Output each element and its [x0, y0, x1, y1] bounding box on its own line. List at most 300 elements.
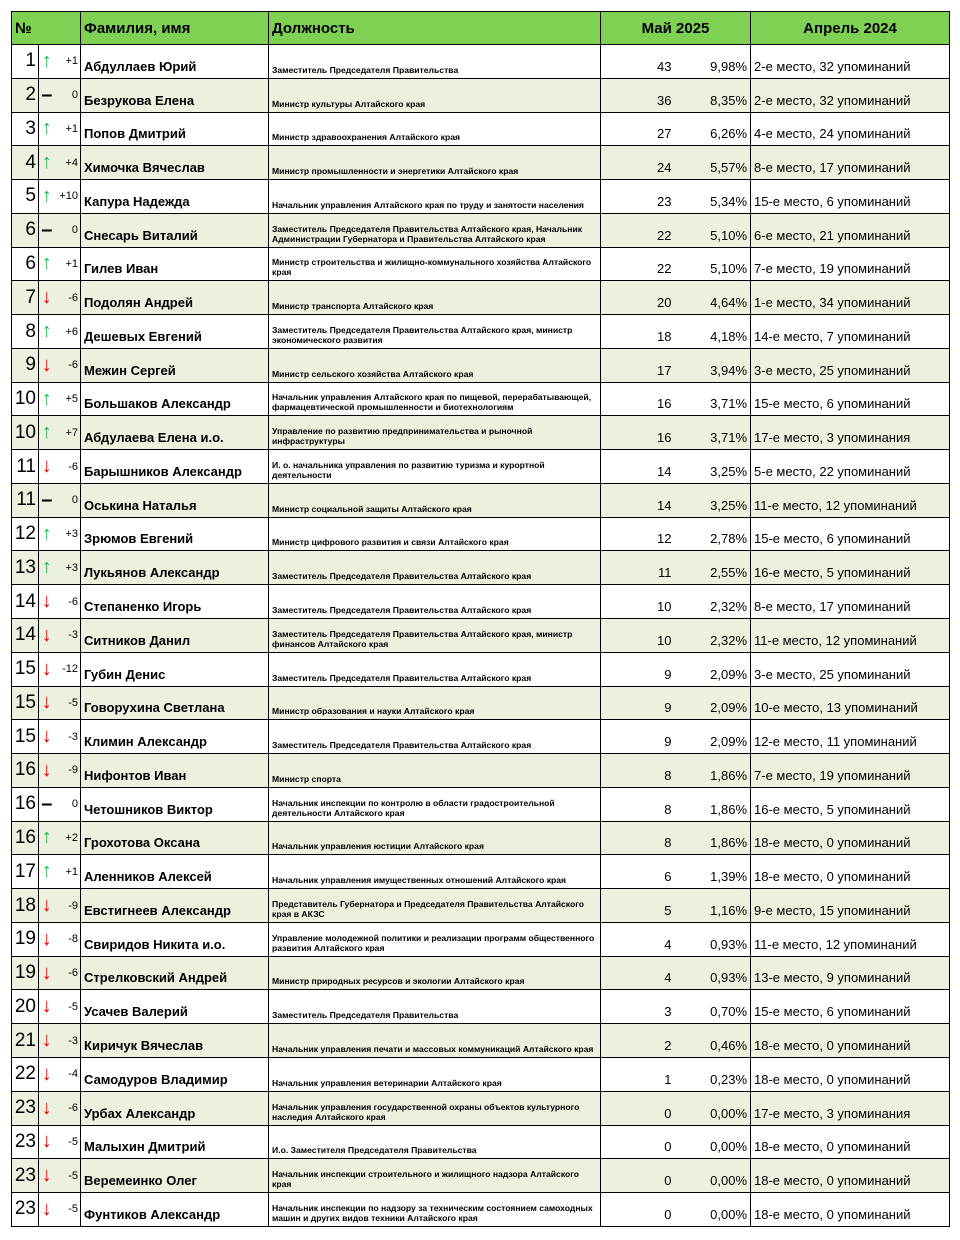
rank-change: -3 — [55, 1024, 81, 1058]
person-name: Веремеинко Олег — [81, 1159, 269, 1193]
rank-cell: 10 — [12, 416, 39, 450]
mentions-count: 4 — [601, 956, 675, 990]
mentions-count: 6 — [601, 855, 675, 889]
table-row — [12, 45, 950, 79]
rank-cell: 4 — [12, 146, 39, 180]
position-cell: Начальник управления ветеринарии Алтайского края — [269, 1057, 601, 1091]
table-row — [12, 146, 950, 180]
table-row — [12, 78, 950, 112]
position-cell: И. о. начальника управления по развитию туризма и курортной деятельности — [269, 450, 601, 484]
person-name: Подолян Андрей — [81, 281, 269, 315]
rank-change: +6 — [55, 315, 81, 349]
mentions-percent: 0,23% — [675, 1057, 751, 1091]
rank-change: +10 — [55, 180, 81, 214]
mentions-count: 0 — [601, 1159, 675, 1193]
mentions-count: 12 — [601, 517, 675, 551]
position-cell: Заместитель Председателя Правительства Алтайского края, министр экономического развития — [269, 315, 601, 349]
position-cell: Министр строительства и жилищно-коммунального хозяйства Алтайского края — [269, 247, 601, 281]
position-cell: Министр спорта — [269, 754, 601, 788]
person-name: Большаков Александр — [81, 382, 269, 416]
position-cell: Министр здравоохранения Алтайского края — [269, 112, 601, 146]
person-name: Гилев Иван — [81, 247, 269, 281]
previous-rank: 13-е место, 9 упоминаний — [751, 956, 950, 990]
mentions-percent: 0,70% — [675, 990, 751, 1024]
table-row — [12, 517, 950, 551]
mentions-count: 16 — [601, 416, 675, 450]
arrow-down-icon: ↓ — [39, 1091, 55, 1125]
table-row — [12, 551, 950, 585]
previous-rank: 7-е место, 19 упоминаний — [751, 247, 950, 281]
mentions-count: 20 — [601, 281, 675, 315]
previous-rank: 15-е место, 6 упоминаний — [751, 990, 950, 1024]
rank-change: +2 — [55, 821, 81, 855]
mentions-percent: 1,16% — [675, 889, 751, 923]
position-cell: Министр сельского хозяйства Алтайского края — [269, 348, 601, 382]
previous-rank: 3-е место, 25 упоминаний — [751, 652, 950, 686]
previous-rank: 10-е место, 13 упоминаний — [751, 686, 950, 720]
position-cell: Заместитель Председателя Правительства Алтайского края — [269, 585, 601, 619]
previous-rank: 12-е место, 11 упоминаний — [751, 720, 950, 754]
mentions-count: 23 — [601, 180, 675, 214]
mentions-count: 8 — [601, 754, 675, 788]
position-cell: Управление молодежной политики и реализации программ общественного развития Алтайского края — [269, 922, 601, 956]
mentions-percent: 1,86% — [675, 821, 751, 855]
position-cell: Министр образования и науки Алтайского края — [269, 686, 601, 720]
rank-change: -5 — [55, 1159, 81, 1193]
person-name: Дешевых Евгений — [81, 315, 269, 349]
rank-cell: 11 — [12, 483, 39, 517]
previous-rank: 3-е место, 25 упоминаний — [751, 348, 950, 382]
header-name: Фамилия, имя — [81, 12, 269, 45]
mentions-count: 3 — [601, 990, 675, 1024]
rank-change: 0 — [55, 78, 81, 112]
previous-rank: 11-е место, 12 упоминаний — [751, 619, 950, 653]
person-name: Капура Надежда — [81, 180, 269, 214]
person-name: Губин Денис — [81, 652, 269, 686]
rank-change: -5 — [55, 1125, 81, 1159]
rank-change: -6 — [55, 281, 81, 315]
arrow-down-icon: ↓ — [39, 1159, 55, 1193]
mentions-count: 11 — [601, 551, 675, 585]
mentions-count: 9 — [601, 720, 675, 754]
table-row — [12, 585, 950, 619]
person-name: Лукьянов Александр — [81, 551, 269, 585]
arrow-up-icon: ↑ — [39, 821, 55, 855]
rank-change: -6 — [55, 956, 81, 990]
rank-cell: 13 — [12, 551, 39, 585]
mentions-count: 0 — [601, 1091, 675, 1125]
rank-change: +1 — [55, 247, 81, 281]
arrow-down-icon: ↓ — [39, 889, 55, 923]
header-num: № — [12, 12, 81, 45]
arrow-up-icon: ↑ — [39, 180, 55, 214]
previous-rank: 2-е место, 32 упоминаний — [751, 45, 950, 79]
previous-rank: 15-е место, 6 упоминаний — [751, 180, 950, 214]
table-row — [12, 213, 950, 247]
rank-change: -8 — [55, 922, 81, 956]
table-row — [12, 787, 950, 821]
mentions-count: 8 — [601, 821, 675, 855]
position-cell: Начальник управления государственной охраны объектов культурного наследия Алтайского края — [269, 1091, 601, 1125]
mentions-percent: 0,93% — [675, 922, 751, 956]
previous-rank: 16-е место, 5 упоминаний — [751, 787, 950, 821]
mentions-percent: 5,34% — [675, 180, 751, 214]
previous-rank: 18-е место, 0 упоминаний — [751, 1125, 950, 1159]
mentions-count: 27 — [601, 112, 675, 146]
arrow-down-icon: ↓ — [39, 450, 55, 484]
mentions-percent: 3,25% — [675, 483, 751, 517]
person-name: Межин Сергей — [81, 348, 269, 382]
previous-rank: 4-е место, 24 упоминаний — [751, 112, 950, 146]
rank-cell: 14 — [12, 585, 39, 619]
previous-rank: 5-е место, 22 упоминаний — [751, 450, 950, 484]
rank-cell: 16 — [12, 754, 39, 788]
rank-cell: 6 — [12, 247, 39, 281]
mentions-count: 8 — [601, 787, 675, 821]
mentions-count: 10 — [601, 585, 675, 619]
table-row — [12, 1057, 950, 1091]
position-cell: Начальник инспекции строительного и жилищного надзора Алтайского края — [269, 1159, 601, 1193]
previous-rank: 14-е место, 7 упоминаний — [751, 315, 950, 349]
rank-cell: 9 — [12, 348, 39, 382]
rank-change: -6 — [55, 1091, 81, 1125]
table-row — [12, 754, 950, 788]
rank-change: +1 — [55, 45, 81, 79]
table-row — [12, 382, 950, 416]
arrow-up-icon: ↑ — [39, 146, 55, 180]
mentions-count: 2 — [601, 1024, 675, 1058]
mentions-count: 14 — [601, 450, 675, 484]
mentions-count: 10 — [601, 619, 675, 653]
previous-rank: 18-е место, 0 упоминаний — [751, 1024, 950, 1058]
header-previous-period: Апрель 2024 — [751, 12, 950, 45]
table-row — [12, 1125, 950, 1159]
previous-rank: 8-е место, 17 упоминаний — [751, 585, 950, 619]
mentions-count: 0 — [601, 1193, 675, 1227]
rank-cell: 8 — [12, 315, 39, 349]
position-cell: Министр промышленности и энергетики Алтайского края — [269, 146, 601, 180]
mentions-percent: 3,94% — [675, 348, 751, 382]
position-cell: Заместитель Председателя Правительства — [269, 990, 601, 1024]
mentions-count: 9 — [601, 686, 675, 720]
mentions-percent: 1,39% — [675, 855, 751, 889]
mentions-percent: 0,00% — [675, 1125, 751, 1159]
arrow-down-icon: ↓ — [39, 652, 55, 686]
arrow-down-icon: ↓ — [39, 720, 55, 754]
mentions-percent: 1,86% — [675, 754, 751, 788]
dash-icon: – — [39, 213, 55, 247]
person-name: Абдуллаев Юрий — [81, 45, 269, 79]
mentions-percent: 5,10% — [675, 213, 751, 247]
person-name: Малыхин Дмитрий — [81, 1125, 269, 1159]
previous-rank: 2-е место, 32 упоминаний — [751, 78, 950, 112]
arrow-up-icon: ↑ — [39, 315, 55, 349]
mentions-percent: 9,98% — [675, 45, 751, 79]
arrow-up-icon: ↑ — [39, 247, 55, 281]
mentions-count: 16 — [601, 382, 675, 416]
arrow-down-icon: ↓ — [39, 956, 55, 990]
rank-cell: 15 — [12, 720, 39, 754]
previous-rank: 7-е место, 19 упоминаний — [751, 754, 950, 788]
rank-change: -5 — [55, 990, 81, 1024]
person-name: Евстигнеев Александр — [81, 889, 269, 923]
person-name: Химочка Вячеслав — [81, 146, 269, 180]
previous-rank: 16-е место, 5 упоминаний — [751, 551, 950, 585]
person-name: Попов Дмитрий — [81, 112, 269, 146]
mentions-count: 1 — [601, 1057, 675, 1091]
rank-cell: 23 — [12, 1125, 39, 1159]
table-row — [12, 1159, 950, 1193]
arrow-up-icon: ↑ — [39, 416, 55, 450]
mentions-percent: 4,18% — [675, 315, 751, 349]
table-row — [12, 247, 950, 281]
previous-rank: 18-е место, 0 упоминаний — [751, 1193, 950, 1227]
previous-rank: 18-е место, 0 упоминаний — [751, 821, 950, 855]
rank-cell: 23 — [12, 1193, 39, 1227]
rank-cell: 15 — [12, 686, 39, 720]
table-row — [12, 956, 950, 990]
mentions-count: 17 — [601, 348, 675, 382]
rank-change: -9 — [55, 754, 81, 788]
person-name: Ситников Данил — [81, 619, 269, 653]
rank-cell: 16 — [12, 821, 39, 855]
dash-icon: – — [39, 78, 55, 112]
rank-change: -6 — [55, 348, 81, 382]
rank-cell: 10 — [12, 382, 39, 416]
person-name: Грохотова Оксана — [81, 821, 269, 855]
table-row — [12, 922, 950, 956]
arrow-down-icon: ↓ — [39, 348, 55, 382]
table-row — [12, 180, 950, 214]
arrow-down-icon: ↓ — [39, 1125, 55, 1159]
person-name: Оськина Наталья — [81, 483, 269, 517]
person-name: Самодуров Владимир — [81, 1057, 269, 1091]
rank-cell: 23 — [12, 1091, 39, 1125]
arrow-down-icon: ↓ — [39, 585, 55, 619]
position-cell: Начальник управления Алтайского края по труду и занятости населения — [269, 180, 601, 214]
person-name: Стрелковский Андрей — [81, 956, 269, 990]
table-row — [12, 450, 950, 484]
rank-cell: 15 — [12, 652, 39, 686]
rank-cell: 20 — [12, 990, 39, 1024]
position-cell: Министр цифрового развития и связи Алтайского края — [269, 517, 601, 551]
rank-cell: 12 — [12, 517, 39, 551]
arrow-down-icon: ↓ — [39, 1193, 55, 1227]
table-row — [12, 855, 950, 889]
arrow-up-icon: ↑ — [39, 551, 55, 585]
previous-rank: 18-е место, 0 упоминаний — [751, 855, 950, 889]
mentions-percent: 0,00% — [675, 1091, 751, 1125]
position-cell: Министр природных ресурсов и экологии Алтайского края — [269, 956, 601, 990]
previous-rank: 1-е место, 34 упоминаний — [751, 281, 950, 315]
position-cell: Министр культуры Алтайского края — [269, 78, 601, 112]
rank-change: 0 — [55, 213, 81, 247]
rank-change: +1 — [55, 112, 81, 146]
mentions-count: 9 — [601, 652, 675, 686]
mentions-percent: 0,93% — [675, 956, 751, 990]
position-cell: Начальник управления имущественных отношений Алтайского края — [269, 855, 601, 889]
mentions-percent: 0,46% — [675, 1024, 751, 1058]
table-row — [12, 315, 950, 349]
person-name: Четошников Виктор — [81, 787, 269, 821]
rank-cell: 19 — [12, 922, 39, 956]
mentions-count: 22 — [601, 247, 675, 281]
rank-cell: 17 — [12, 855, 39, 889]
position-cell: И.о. Заместителя Председателя Правительства — [269, 1125, 601, 1159]
rank-change: -5 — [55, 686, 81, 720]
person-name: Говорухина Светлана — [81, 686, 269, 720]
table-row — [12, 281, 950, 315]
rank-change: 0 — [55, 787, 81, 821]
mentions-count: 43 — [601, 45, 675, 79]
position-cell: Заместитель Председателя Правительства Алтайского края — [269, 652, 601, 686]
position-cell: Начальник управления Алтайского края по пищевой, перерабатывающей, фармацевтической промышленности и биотехнологиям — [269, 382, 601, 416]
mentions-count: 22 — [601, 213, 675, 247]
arrow-down-icon: ↓ — [39, 1024, 55, 1058]
person-name: Безрукова Елена — [81, 78, 269, 112]
mentions-count: 14 — [601, 483, 675, 517]
position-cell: Начальник инспекции по надзору за техническим состоянием самоходных машин и других видов техники Алтайского края — [269, 1193, 601, 1227]
rank-change: +4 — [55, 146, 81, 180]
mentions-percent: 0,00% — [675, 1159, 751, 1193]
table-row — [12, 483, 950, 517]
rank-change: -4 — [55, 1057, 81, 1091]
position-cell: Заместитель Председателя Правительства — [269, 45, 601, 79]
position-cell: Заместитель Председателя Правительства Алтайского края — [269, 720, 601, 754]
previous-rank: 8-е место, 17 упоминаний — [751, 146, 950, 180]
person-name: Урбах Александр — [81, 1091, 269, 1125]
dash-icon: – — [39, 483, 55, 517]
mentions-percent: 4,64% — [675, 281, 751, 315]
mentions-percent: 2,09% — [675, 652, 751, 686]
arrow-up-icon: ↑ — [39, 45, 55, 79]
rank-cell: 22 — [12, 1057, 39, 1091]
position-cell: Министр транспорта Алтайского края — [269, 281, 601, 315]
mentions-count: 18 — [601, 315, 675, 349]
rank-change: +3 — [55, 551, 81, 585]
mentions-percent: 2,09% — [675, 686, 751, 720]
rank-cell: 7 — [12, 281, 39, 315]
arrow-down-icon: ↓ — [39, 1057, 55, 1091]
previous-rank: 18-е место, 0 упоминаний — [751, 1159, 950, 1193]
rank-cell: 2 — [12, 78, 39, 112]
rank-change: -5 — [55, 1193, 81, 1227]
previous-rank: 9-е место, 15 упоминаний — [751, 889, 950, 923]
arrow-up-icon: ↑ — [39, 855, 55, 889]
previous-rank: 11-е место, 12 упоминаний — [751, 922, 950, 956]
arrow-down-icon: ↓ — [39, 619, 55, 653]
position-cell: Начальник инспекции по контролю в области градостроительной деятельности Алтайского края — [269, 787, 601, 821]
rank-change: -12 — [55, 652, 81, 686]
table-row — [12, 652, 950, 686]
person-name: Усачев Валерий — [81, 990, 269, 1024]
person-name: Зрюмов Евгений — [81, 517, 269, 551]
arrow-down-icon: ↓ — [39, 754, 55, 788]
arrow-down-icon: ↓ — [39, 922, 55, 956]
previous-rank: 6-е место, 21 упоминаний — [751, 213, 950, 247]
ranking-table — [11, 11, 950, 1227]
person-name: Степаненко Игорь — [81, 585, 269, 619]
mentions-count: 36 — [601, 78, 675, 112]
table-row — [12, 1193, 950, 1227]
position-cell: Начальник управления юстиции Алтайского края — [269, 821, 601, 855]
mentions-percent: 3,25% — [675, 450, 751, 484]
rank-cell: 6 — [12, 213, 39, 247]
header-current-period: Май 2025 — [601, 12, 751, 45]
table-row — [12, 990, 950, 1024]
table-row — [12, 821, 950, 855]
rank-change: +5 — [55, 382, 81, 416]
position-cell: Министр социальной защиты Алтайского края — [269, 483, 601, 517]
previous-rank: 18-е место, 0 упоминаний — [751, 1057, 950, 1091]
previous-rank: 15-е место, 6 упоминаний — [751, 517, 950, 551]
mentions-percent: 3,71% — [675, 382, 751, 416]
arrow-down-icon: ↓ — [39, 281, 55, 315]
person-name: Свиридов Никита и.о. — [81, 922, 269, 956]
table-row — [12, 112, 950, 146]
mentions-count: 4 — [601, 922, 675, 956]
mentions-percent: 2,55% — [675, 551, 751, 585]
person-name: Киричук Вячеслав — [81, 1024, 269, 1058]
arrow-up-icon: ↑ — [39, 112, 55, 146]
table-row — [12, 686, 950, 720]
person-name: Барышников Александр — [81, 450, 269, 484]
mentions-percent: 3,71% — [675, 416, 751, 450]
rank-cell: 11 — [12, 450, 39, 484]
previous-rank: 17-е место, 3 упоминания — [751, 416, 950, 450]
mentions-percent: 0,00% — [675, 1193, 751, 1227]
rank-change: -6 — [55, 450, 81, 484]
table-row — [12, 1091, 950, 1125]
previous-rank: 15-е место, 6 упоминаний — [751, 382, 950, 416]
dash-icon: – — [39, 787, 55, 821]
person-name: Нифонтов Иван — [81, 754, 269, 788]
person-name: Фунтиков Александр — [81, 1193, 269, 1227]
mentions-percent: 5,57% — [675, 146, 751, 180]
rank-cell: 5 — [12, 180, 39, 214]
position-cell: Заместитель Председателя Правительства Алтайского края, министр финансов Алтайского края — [269, 619, 601, 653]
position-cell: Управление по развитию предпринимательства и рыночной инфраструктуры — [269, 416, 601, 450]
rank-cell: 16 — [12, 787, 39, 821]
rank-cell: 21 — [12, 1024, 39, 1058]
previous-rank: 11-е место, 12 упоминаний — [751, 483, 950, 517]
table-row — [12, 619, 950, 653]
mentions-count: 5 — [601, 889, 675, 923]
mentions-count: 0 — [601, 1125, 675, 1159]
arrow-up-icon: ↑ — [39, 382, 55, 416]
person-name: Абдулаева Елена и.о. — [81, 416, 269, 450]
table-row — [12, 348, 950, 382]
arrow-down-icon: ↓ — [39, 686, 55, 720]
rank-cell: 3 — [12, 112, 39, 146]
person-name: Климин Александр — [81, 720, 269, 754]
mentions-percent: 6,26% — [675, 112, 751, 146]
header-row — [12, 12, 950, 45]
previous-rank: 17-е место, 3 упоминания — [751, 1091, 950, 1125]
table-row — [12, 416, 950, 450]
rank-cell: 1 — [12, 45, 39, 79]
rank-cell: 23 — [12, 1159, 39, 1193]
position-cell: Заместитель Председателя Правительства Алтайского края, Начальник Администрации Губернатора и Правительства Алтайского края — [269, 213, 601, 247]
rank-change: +7 — [55, 416, 81, 450]
rank-change: -3 — [55, 619, 81, 653]
mentions-percent: 8,35% — [675, 78, 751, 112]
rank-change: -6 — [55, 585, 81, 619]
mentions-percent: 5,10% — [675, 247, 751, 281]
mentions-count: 24 — [601, 146, 675, 180]
person-name: Снесарь Виталий — [81, 213, 269, 247]
rank-cell: 14 — [12, 619, 39, 653]
